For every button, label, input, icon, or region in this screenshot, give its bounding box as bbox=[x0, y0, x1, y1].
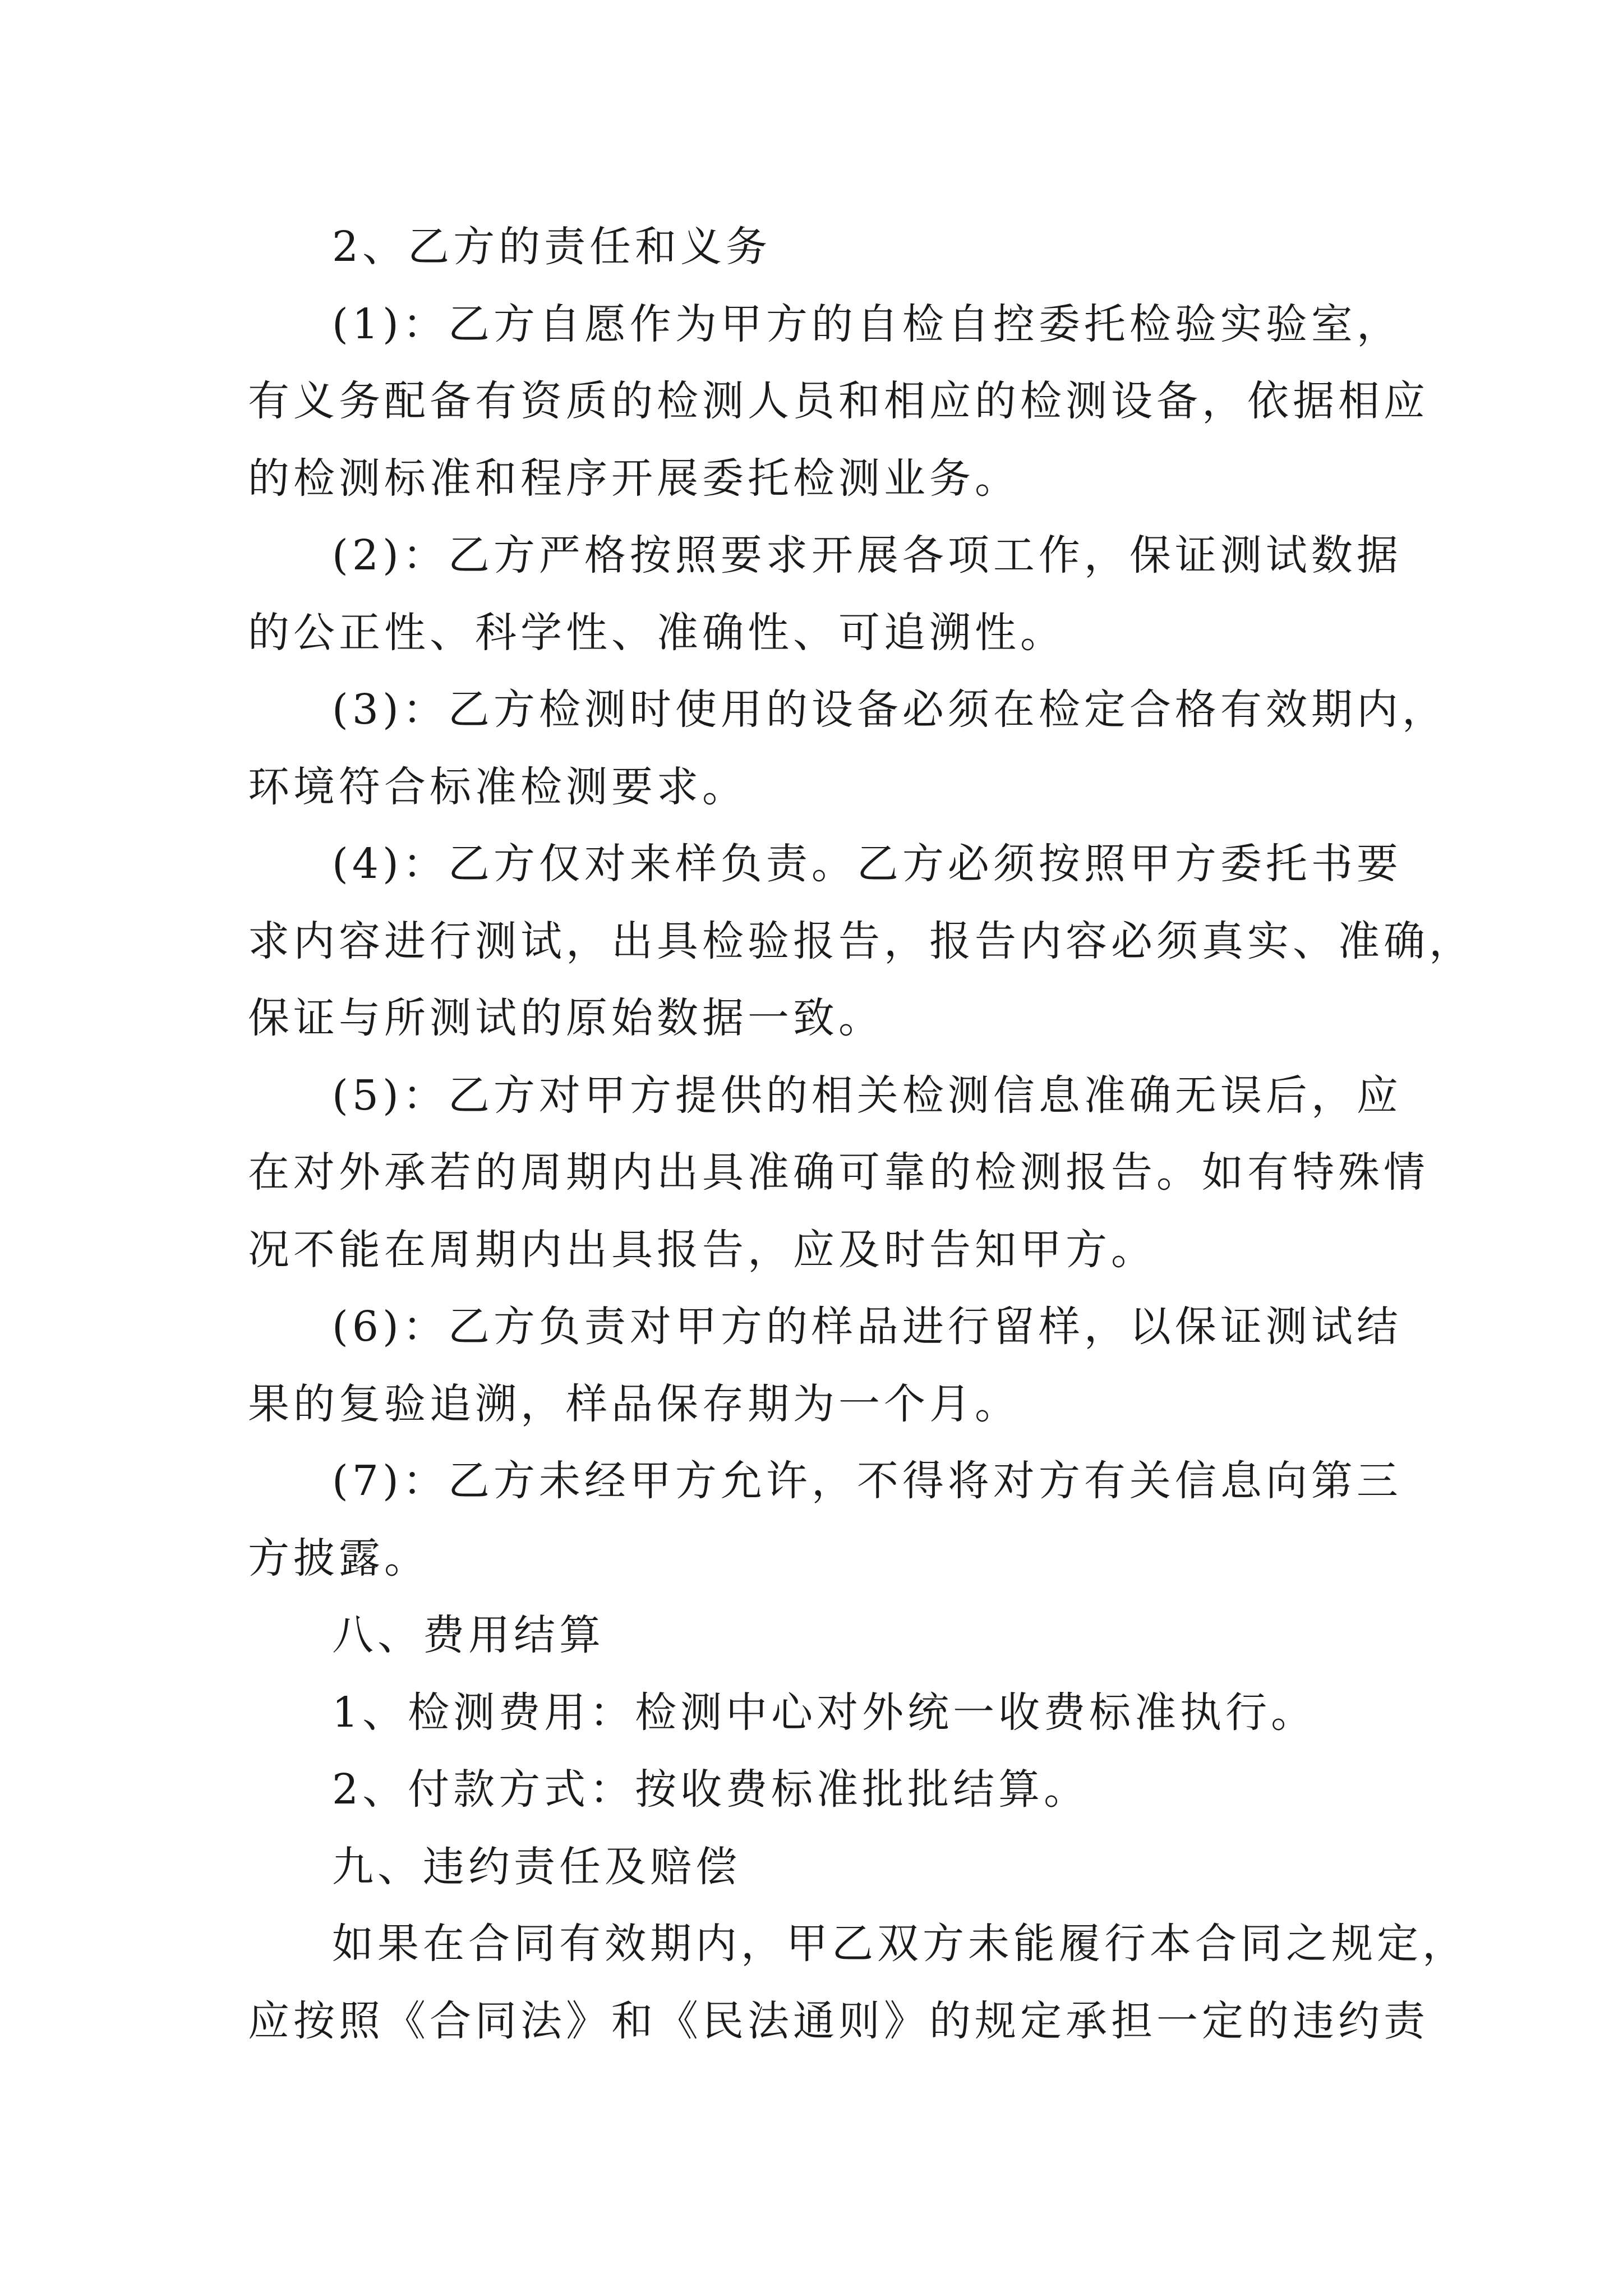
paragraph-line: 应按照《合同法》和《民法通则》的规定承担一定的违约责 bbox=[248, 1996, 1429, 2045]
paragraph-line: 况不能在周期内出具报告，应及时告知甲方。 bbox=[248, 1225, 1156, 1274]
paragraph-line: 2、付款方式：按收费标准批批结算。 bbox=[332, 1765, 1090, 1814]
paragraph-line: (5)：乙方对甲方提供的相关检测信息准确无误后，应 bbox=[332, 1071, 1402, 1120]
paragraph-line: (6)：乙方负责对甲方的样品进行留样，以保证测试结 bbox=[332, 1303, 1402, 1351]
paragraph-line: 如果在合同有效期内，甲乙双方未能履行本合同之规定， bbox=[332, 1920, 1468, 1968]
document-body bbox=[248, 209, 1474, 2060]
paragraph-line: 有义务配备有资质的检测人员和相应的检测设备，依据相应 bbox=[248, 377, 1429, 425]
section-heading: 九、违约责任及赔偿 bbox=[332, 1842, 741, 1891]
paragraph-line: (4)：乙方仅对来样负责。乙方必须按照甲方委托书要 bbox=[332, 840, 1402, 888]
section-heading: 八、费用结算 bbox=[332, 1611, 605, 1659]
paragraph-line: (3)：乙方检测时使用的设备必须在检定合格有效期内， bbox=[332, 685, 1447, 734]
paragraph-line: 环境符合标准检测要求。 bbox=[248, 762, 748, 811]
paragraph-line: 方披露。 bbox=[248, 1534, 430, 1582]
paragraph-line: 求内容进行测试，出具检验报告，报告内容必须真实、准确， bbox=[248, 917, 1474, 965]
paragraph-line: (7)：乙方未经甲方允许，不得将对方有关信息向第三 bbox=[332, 1457, 1402, 1505]
paragraph-line: 1、检测费用：检测中心对外统一收费标准执行。 bbox=[332, 1688, 1317, 1737]
paragraph-line: 的公正性、科学性、准确性、可追溯性。 bbox=[248, 608, 1066, 657]
paragraph-line: (2)：乙方严格按照要求开展各项工作，保证测试数据 bbox=[332, 531, 1402, 579]
paragraph-line: 在对外承若的周期内出具准确可靠的检测报告。如有特殊情 bbox=[248, 1148, 1429, 1197]
paragraph-line: 保证与所测试的原始数据一致。 bbox=[248, 994, 884, 1042]
paragraph-line: 的检测标准和程序开展委托检测业务。 bbox=[248, 454, 1020, 503]
section-heading: 2、乙方的责任和义务 bbox=[332, 223, 772, 271]
paragraph-line: (1)：乙方自愿作为甲方的自检自控委托检验实验室， bbox=[332, 300, 1402, 348]
paragraph-line: 果的复验追溯，样品保存期为一个月。 bbox=[248, 1379, 1020, 1428]
